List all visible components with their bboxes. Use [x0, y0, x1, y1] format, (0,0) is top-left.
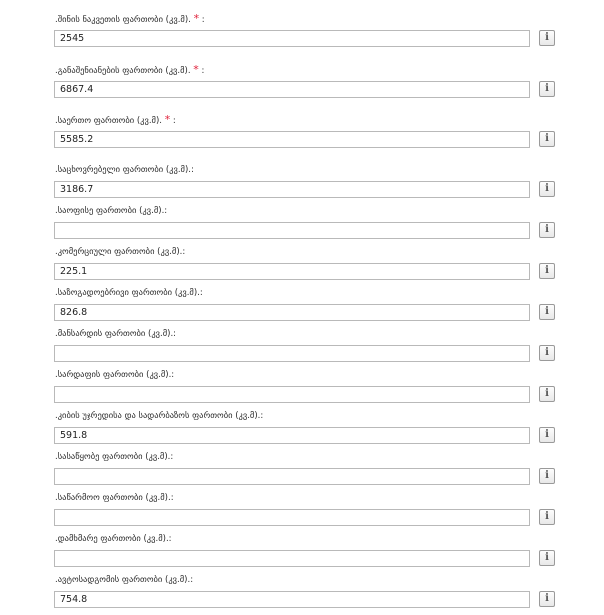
info-icon[interactable]: i — [539, 81, 555, 97]
info-icon[interactable]: i — [539, 468, 555, 484]
total-area-input[interactable] — [54, 131, 530, 148]
field-label: .სასაწყობე ფართობი (კვ.მ).: — [55, 452, 174, 462]
field-label: .საერთო ფართობი (კვ.მ). * : — [55, 113, 176, 126]
info-icon[interactable]: i — [539, 591, 555, 607]
info-icon[interactable]: i — [539, 427, 555, 443]
stairwell-area-input[interactable] — [54, 427, 530, 444]
info-icon[interactable]: i — [539, 345, 555, 361]
field-label: .კიბის უჯრედისა და სადარბაზოს ფართობი (კვ.მ).: — [55, 411, 264, 421]
land-plot-area-input[interactable] — [54, 30, 530, 47]
required-asterisk: * — [164, 113, 171, 126]
info-icon[interactable]: i — [539, 30, 555, 46]
field-label: .სარდაფის ფართობი (კვ.მ).: — [55, 370, 175, 380]
field-label: .შინის ნაკვეთის ფართობი (კვ.მ). * : — [55, 12, 205, 25]
field-label: .საზოგადოებრივი ფართობი (კვ.მ).: — [55, 288, 203, 298]
field-label: .კომერციული ფართობი (კვ.მ).: — [55, 247, 186, 257]
basement-area-input[interactable] — [54, 386, 530, 403]
built-up-area-input[interactable] — [54, 81, 530, 98]
field-label: .განაშენიანების ფართობი (კვ.მ). * : — [55, 63, 205, 76]
field-label: .საოფისე ფართობი (კვ.მ).: — [55, 206, 168, 216]
attic-area-input[interactable] — [54, 345, 530, 362]
info-icon[interactable]: i — [539, 386, 555, 402]
commercial-area-input[interactable] — [54, 263, 530, 280]
field-label: .საწარმოო ფართობი (კვ.მ).: — [55, 493, 174, 503]
info-icon[interactable]: i — [539, 181, 555, 197]
office-area-input[interactable] — [54, 222, 530, 239]
residential-area-input[interactable] — [54, 181, 530, 198]
info-icon[interactable]: i — [539, 131, 555, 147]
info-icon[interactable]: i — [539, 304, 555, 320]
parking-area-input[interactable] — [54, 591, 530, 608]
storage-area-input[interactable] — [54, 468, 530, 485]
info-icon[interactable]: i — [539, 222, 555, 238]
info-icon[interactable]: i — [539, 509, 555, 525]
info-icon[interactable]: i — [539, 263, 555, 279]
required-asterisk: * — [193, 12, 200, 25]
field-label: .საცხოვრებელი ფართობი (კვ.მ).: — [55, 165, 194, 175]
required-asterisk: * — [193, 63, 199, 76]
industrial-area-input[interactable] — [54, 509, 530, 526]
field-label: .დამხმარე ფართობი (კვ.მ).: — [55, 534, 172, 544]
auxiliary-area-input[interactable] — [54, 550, 530, 567]
info-icon[interactable]: i — [539, 550, 555, 566]
field-label: .ავტოსადგომის ფართობი (კვ.მ).: — [55, 575, 194, 585]
field-label: .მანსარდის ფართობი (კვ.მ).: — [55, 329, 177, 339]
public-area-input[interactable] — [54, 304, 530, 321]
